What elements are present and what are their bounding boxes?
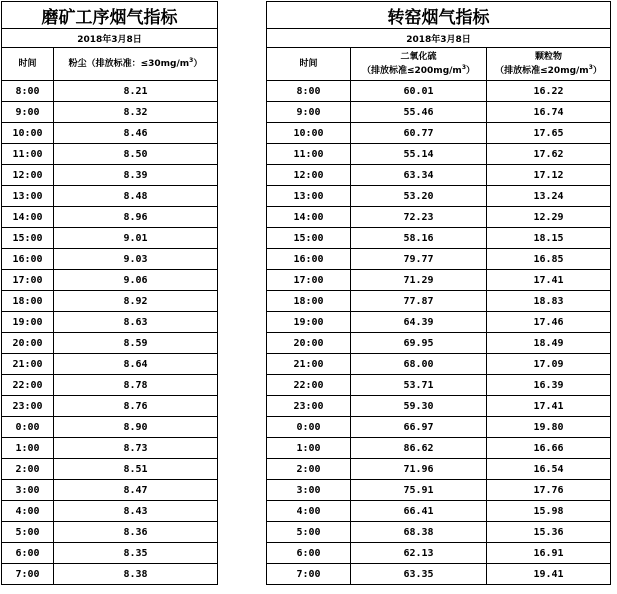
so2-value-cell: 66.41 [351, 501, 487, 522]
so2-value-cell: 77.87 [351, 291, 487, 312]
time-cell: 15:00 [267, 228, 351, 249]
so2-value-cell: 53.20 [351, 186, 487, 207]
so2-value-cell: 71.29 [351, 270, 487, 291]
dust-value-cell: 9.01 [54, 228, 218, 249]
grinding-table-row [2, 438, 218, 459]
time-cell: 17:00 [267, 270, 351, 291]
dust-value-cell: 8.92 [54, 291, 218, 312]
pm-value-cell: 18.15 [487, 228, 611, 249]
time-cell: 1:00 [2, 438, 54, 459]
time-cell: 22:00 [267, 375, 351, 396]
time-cell: 2:00 [2, 459, 54, 480]
grinding-table-row [2, 459, 218, 480]
pm-value-cell: 17.76 [487, 480, 611, 501]
dust-value-cell: 8.43 [54, 501, 218, 522]
so2-value-cell: 55.14 [351, 144, 487, 165]
grinding-table-row [2, 207, 218, 228]
kiln-table-row [267, 249, 611, 270]
grinding-table-row [2, 522, 218, 543]
dust-value-cell: 8.35 [54, 543, 218, 564]
time-cell: 16:00 [267, 249, 351, 270]
kiln-table-row [267, 396, 611, 417]
grinding-table-row [2, 354, 218, 375]
grinding-table-row [2, 480, 218, 501]
pm-value-cell: 13.24 [487, 186, 611, 207]
dust-value-cell: 8.59 [54, 333, 218, 354]
time-cell: 5:00 [267, 522, 351, 543]
kiln-table-row [267, 564, 611, 585]
time-cell: 2:00 [267, 459, 351, 480]
kiln-table-row [267, 522, 611, 543]
dust-value-cell: 9.03 [54, 249, 218, 270]
grinding-table-row [2, 270, 218, 291]
kiln-table-row [267, 375, 611, 396]
dust-value-cell: 8.21 [54, 81, 218, 102]
dust-value-cell: 8.90 [54, 417, 218, 438]
grinding-table-row [2, 249, 218, 270]
grinding-col-dust-header: 粉尘（排放标准：$\le 30mg/m^3$） [54, 48, 218, 81]
grinding-table-date: 2018年3月8日 [2, 29, 218, 48]
time-cell: 23:00 [267, 396, 351, 417]
kiln-table-row [267, 333, 611, 354]
time-cell: 10:00 [2, 123, 54, 144]
so2-value-cell: 63.34 [351, 165, 487, 186]
so2-value-cell: 53.71 [351, 375, 487, 396]
time-cell: 21:00 [267, 354, 351, 375]
kiln-table-row [267, 354, 611, 375]
grinding-table-row [2, 102, 218, 123]
time-cell: 3:00 [267, 480, 351, 501]
kiln-table-row [267, 459, 611, 480]
time-cell: 6:00 [267, 543, 351, 564]
time-cell: 21:00 [2, 354, 54, 375]
dust-value-cell: 8.96 [54, 207, 218, 228]
grinding-table-row [2, 123, 218, 144]
time-cell: 7:00 [2, 564, 54, 585]
pm-value-cell: 17.65 [487, 123, 611, 144]
pm-value-cell: 17.41 [487, 270, 611, 291]
time-cell: 14:00 [267, 207, 351, 228]
so2-value-cell: 60.01 [351, 81, 487, 102]
pm-value-cell: 16.91 [487, 543, 611, 564]
pm-value-cell: 16.74 [487, 102, 611, 123]
time-cell: 4:00 [267, 501, 351, 522]
kiln-table-row [267, 186, 611, 207]
time-cell: 17:00 [2, 270, 54, 291]
grinding-table-row [2, 333, 218, 354]
pm-value-cell: 17.09 [487, 354, 611, 375]
time-cell: 1:00 [267, 438, 351, 459]
pm-value-cell: 16.54 [487, 459, 611, 480]
time-cell: 7:00 [267, 564, 351, 585]
time-cell: 8:00 [2, 81, 54, 102]
kiln-table-row [267, 270, 611, 291]
so2-value-cell: 63.35 [351, 564, 487, 585]
time-cell: 9:00 [2, 102, 54, 123]
grinding-table-row [2, 501, 218, 522]
pm-value-cell: 15.36 [487, 522, 611, 543]
pm-value-cell: 17.62 [487, 144, 611, 165]
time-cell: 22:00 [2, 375, 54, 396]
dust-value-cell: 8.51 [54, 459, 218, 480]
time-cell: 12:00 [2, 165, 54, 186]
dust-value-cell: 9.06 [54, 270, 218, 291]
dust-value-cell: 8.63 [54, 312, 218, 333]
time-cell: 9:00 [267, 102, 351, 123]
so2-value-cell: 64.39 [351, 312, 487, 333]
time-cell: 18:00 [2, 291, 54, 312]
dust-value-cell: 8.36 [54, 522, 218, 543]
kiln-table-row [267, 417, 611, 438]
dust-value-cell: 8.39 [54, 165, 218, 186]
kiln-table-row [267, 291, 611, 312]
kiln-table-row [267, 102, 611, 123]
pm-value-cell: 17.46 [487, 312, 611, 333]
dust-value-cell: 8.78 [54, 375, 218, 396]
grinding-table-row [2, 396, 218, 417]
so2-value-cell: 60.77 [351, 123, 487, 144]
so2-value-cell: 72.23 [351, 207, 487, 228]
time-cell: 3:00 [2, 480, 54, 501]
grinding-table-row [2, 144, 218, 165]
kiln-col-time-header: 时间 [267, 48, 351, 81]
pm-value-cell: 16.39 [487, 375, 611, 396]
so2-value-cell: 66.97 [351, 417, 487, 438]
pm-value-cell: 16.22 [487, 81, 611, 102]
grinding-table-title: 磨矿工序烟气指标 [2, 2, 218, 29]
dust-value-cell: 8.76 [54, 396, 218, 417]
grinding-table-row [2, 312, 218, 333]
kiln-col-pm-header: 颗粒物 （排放标准$\le 20mg/m^3$） [487, 48, 611, 81]
time-cell: 6:00 [2, 543, 54, 564]
kiln-table-row [267, 228, 611, 249]
time-cell: 0:00 [2, 417, 54, 438]
time-cell: 4:00 [2, 501, 54, 522]
time-cell: 0:00 [267, 417, 351, 438]
grinding-table-row [2, 417, 218, 438]
grinding-table-row [2, 291, 218, 312]
kiln-table-date: 2018年3月8日 [267, 29, 611, 48]
dust-value-cell: 8.50 [54, 144, 218, 165]
grinding-table-row [2, 186, 218, 207]
kiln-table-row [267, 501, 611, 522]
so2-value-cell: 69.95 [351, 333, 487, 354]
grinding-table-row [2, 564, 218, 585]
kiln-table-row [267, 312, 611, 333]
so2-value-cell: 68.38 [351, 522, 487, 543]
grinding-emissions-table [1, 1, 218, 585]
time-cell: 15:00 [2, 228, 54, 249]
time-cell: 23:00 [2, 396, 54, 417]
kiln-col-so2-header: 二氧化硫 （排放标准$\le 200mg/m^3$） [351, 48, 487, 81]
pm-value-cell: 18.83 [487, 291, 611, 312]
dust-value-cell: 8.48 [54, 186, 218, 207]
so2-value-cell: 58.16 [351, 228, 487, 249]
time-cell: 18:00 [267, 291, 351, 312]
grinding-table-row [2, 165, 218, 186]
time-cell: 20:00 [2, 333, 54, 354]
pm-value-cell: 17.12 [487, 165, 611, 186]
pm-value-cell: 12.29 [487, 207, 611, 228]
so2-value-cell: 79.77 [351, 249, 487, 270]
pm-value-cell: 19.80 [487, 417, 611, 438]
grinding-table-row [2, 81, 218, 102]
pm-value-cell: 16.66 [487, 438, 611, 459]
pm-value-cell: 15.98 [487, 501, 611, 522]
time-cell: 10:00 [267, 123, 351, 144]
pm-value-cell: 16.85 [487, 249, 611, 270]
so2-value-cell: 59.30 [351, 396, 487, 417]
so2-value-cell: 75.91 [351, 480, 487, 501]
grinding-table-row [2, 375, 218, 396]
kiln-table-title: 转窑烟气指标 [267, 2, 611, 29]
time-cell: 11:00 [2, 144, 54, 165]
dust-value-cell: 8.73 [54, 438, 218, 459]
kiln-table-row [267, 207, 611, 228]
kiln-table-row [267, 480, 611, 501]
so2-value-cell: 62.13 [351, 543, 487, 564]
dust-value-cell: 8.47 [54, 480, 218, 501]
time-cell: 12:00 [267, 165, 351, 186]
kiln-table-row [267, 123, 611, 144]
time-cell: 19:00 [267, 312, 351, 333]
kiln-table-row [267, 438, 611, 459]
pm-value-cell: 19.41 [487, 564, 611, 585]
so2-value-cell: 71.96 [351, 459, 487, 480]
dust-value-cell: 8.38 [54, 564, 218, 585]
kiln-table-row [267, 81, 611, 102]
kiln-emissions-table [266, 1, 611, 585]
kiln-table-row [267, 165, 611, 186]
dust-value-cell: 8.32 [54, 102, 218, 123]
grinding-table-row [2, 228, 218, 249]
time-cell: 20:00 [267, 333, 351, 354]
time-cell: 19:00 [2, 312, 54, 333]
time-cell: 11:00 [267, 144, 351, 165]
so2-value-cell: 86.62 [351, 438, 487, 459]
time-cell: 13:00 [2, 186, 54, 207]
pm-value-cell: 17.41 [487, 396, 611, 417]
time-cell: 8:00 [267, 81, 351, 102]
grinding-table-row [2, 543, 218, 564]
so2-value-cell: 55.46 [351, 102, 487, 123]
kiln-table-row [267, 144, 611, 165]
dust-value-cell: 8.46 [54, 123, 218, 144]
time-cell: 5:00 [2, 522, 54, 543]
time-cell: 13:00 [267, 186, 351, 207]
so2-value-cell: 68.00 [351, 354, 487, 375]
grinding-col-time-header: 时间 [2, 48, 54, 81]
time-cell: 14:00 [2, 207, 54, 228]
time-cell: 16:00 [2, 249, 54, 270]
dust-value-cell: 8.64 [54, 354, 218, 375]
pm-value-cell: 18.49 [487, 333, 611, 354]
kiln-table-row [267, 543, 611, 564]
